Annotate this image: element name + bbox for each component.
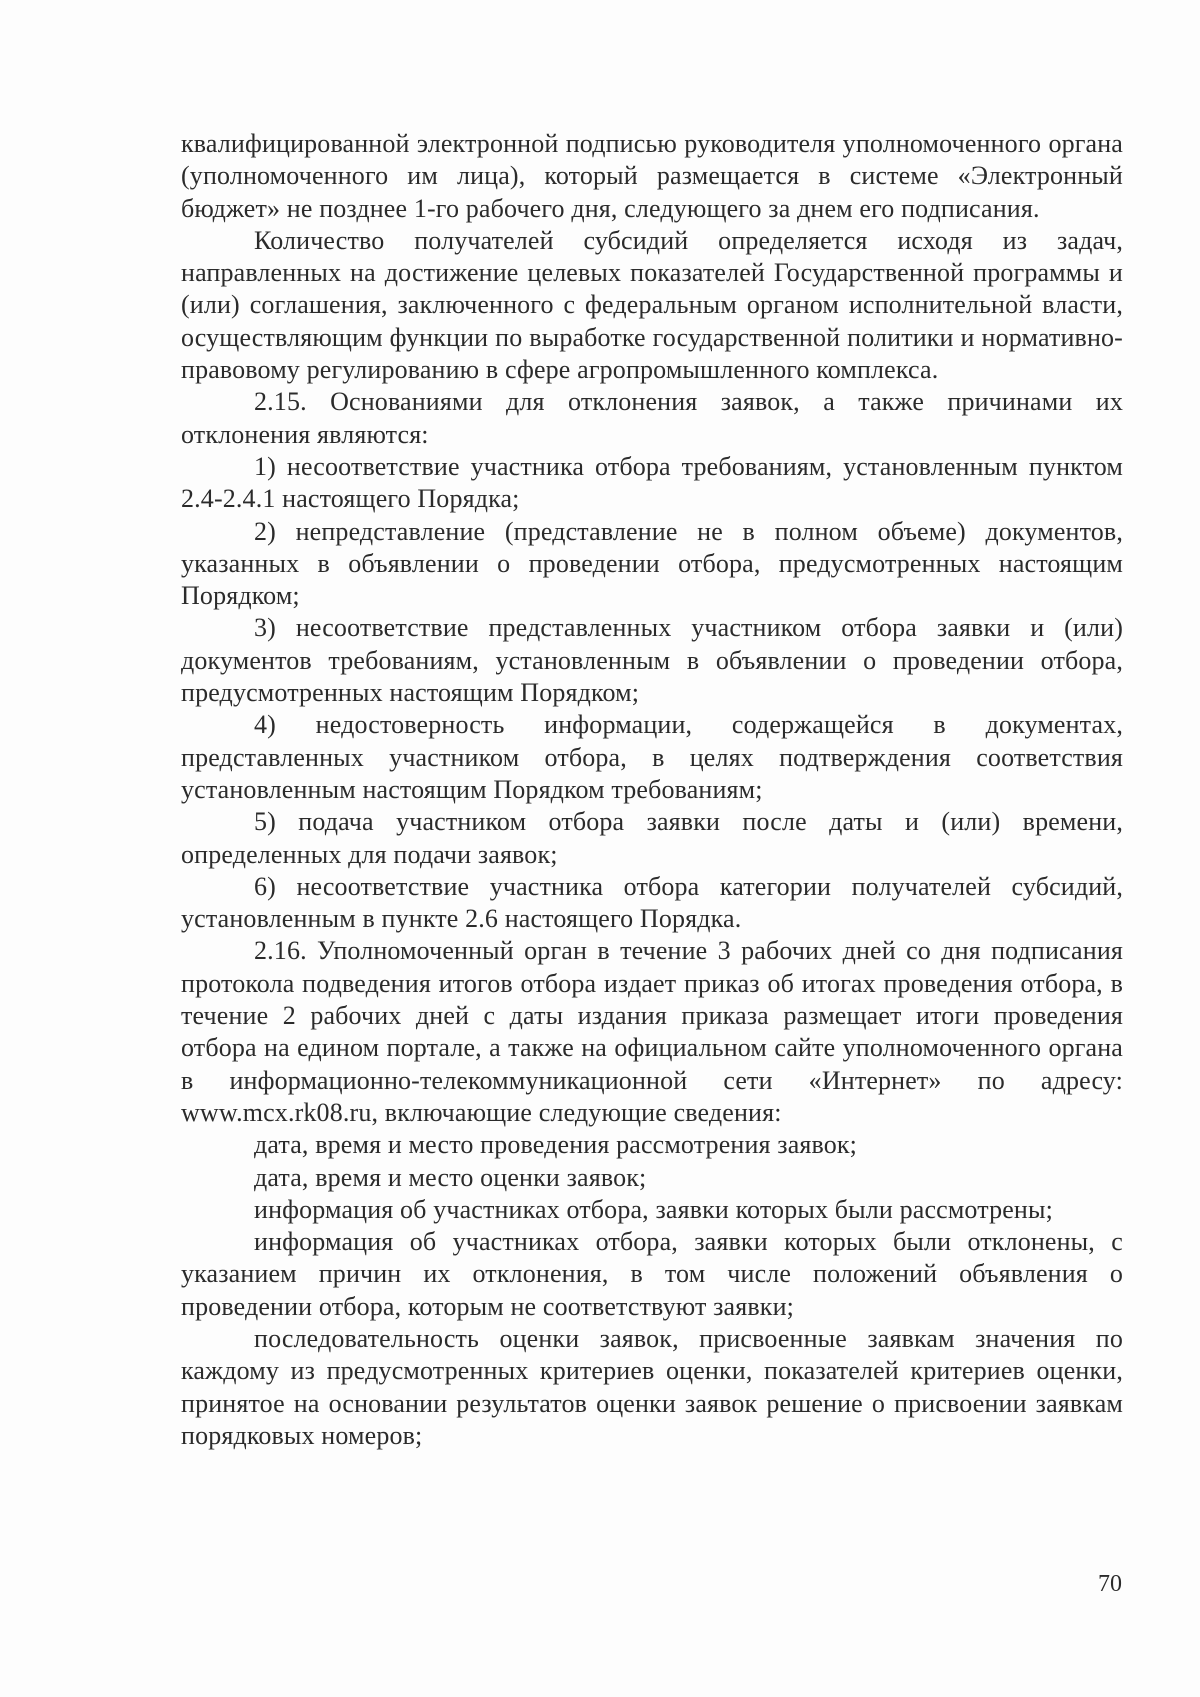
list-item-info-1: дата, время и место проведения рассмотрения заявок; bbox=[254, 1130, 858, 1160]
paragraph-section-2-16: 2.16. Уполномоченный орган в течение 3 рабочих дней со дня подписания протокола подведения итогов отбора издает приказ об итогах проведения отбора, в течение 2 рабочих дней с даты издания приказа размещает итоги проведения отбора на едином портале, а также на официальном сайте уполномоченного органа в информационно-телекоммуникационной сети «Интернет» по адресу: www.mcx.rk08.ru, включающие следующие сведения: bbox=[181, 936, 1123, 1127]
list-item-reason-4: 4) недостоверность информации, содержащейся в документах, представленных участником отбора, в целях подтверждения соответствия установленным настоящим Порядком требованиям; bbox=[181, 710, 1123, 804]
list-item-reason-6: 6) несоответствие участника отбора категории получателей субсидий, установленным в пункте 2.6 настоящего Порядка. bbox=[181, 871, 1123, 934]
list-item-reason-3: 3) несоответствие представленных участником отбора заявки и (или) документов требованиям, установленным в объявлении о проведении отбора, предусмотренных настоящим Порядком; bbox=[181, 613, 1123, 708]
list-item-info-5: последовательность оценки заявок, присвоенные заявкам значения по каждому из предусмотренных критериев оценки, показателей критериев оценки, принятое на основании результатов оценки заявок решение о присвоении заявкам порядковых номеров; bbox=[181, 1323, 1123, 1450]
list-item-info-4: информация об участниках отбора, заявки которых были отклонены, с указанием причин их отклонения, в том числе положений объявления о проведении отбора, которым не соответствуют заявки; bbox=[181, 1227, 1123, 1321]
list-item-reason-1: 1) несоответствие участника отбора требованиям, установленным пунктом 2.4-2.4.1 настоящего Порядка; bbox=[181, 451, 1123, 514]
paragraph-recipients-count: Количество получателей субсидий определяется исходя из задач, направленных на достижение целевых показателей Государственной программы и (или) соглашения, заключенного с федеральным органом исполнительной власти, осуществляющим функции по выработке государственной политики и нормативно-правовому регулированию в сфере агропромышленного комплекса. bbox=[181, 225, 1123, 385]
paragraph-section-2-15: 2.15. Основаниями для отклонения заявок, а также причинами их отклонения являются: bbox=[181, 387, 1123, 449]
list-item-info-2: дата, время и место оценки заявок; bbox=[254, 1162, 647, 1192]
paragraph-continuation: квалифицированной электронной подписью руководителя уполномоченного органа (уполномоченного им лица), который размещается в системе «Электронный бюджет» не позднее 1-го рабочего дня, следующего за днем его подписания. bbox=[181, 129, 1123, 223]
list-item-reason-2: 2) непредставление (представление не в полном объеме) документов, указанных в объявлении о проведении отбора, предусмотренных настоящим Порядком; bbox=[181, 516, 1123, 611]
page-number: 70 bbox=[1098, 1571, 1122, 1597]
list-item-reason-5: 5) подача участником отбора заявки после даты и (или) времени, определенных для подачи заявок; bbox=[181, 807, 1123, 869]
document-body bbox=[181, 128, 1123, 1452]
list-item-info-3: информация об участниках отбора, заявки которых были рассмотрены; bbox=[254, 1194, 1053, 1224]
